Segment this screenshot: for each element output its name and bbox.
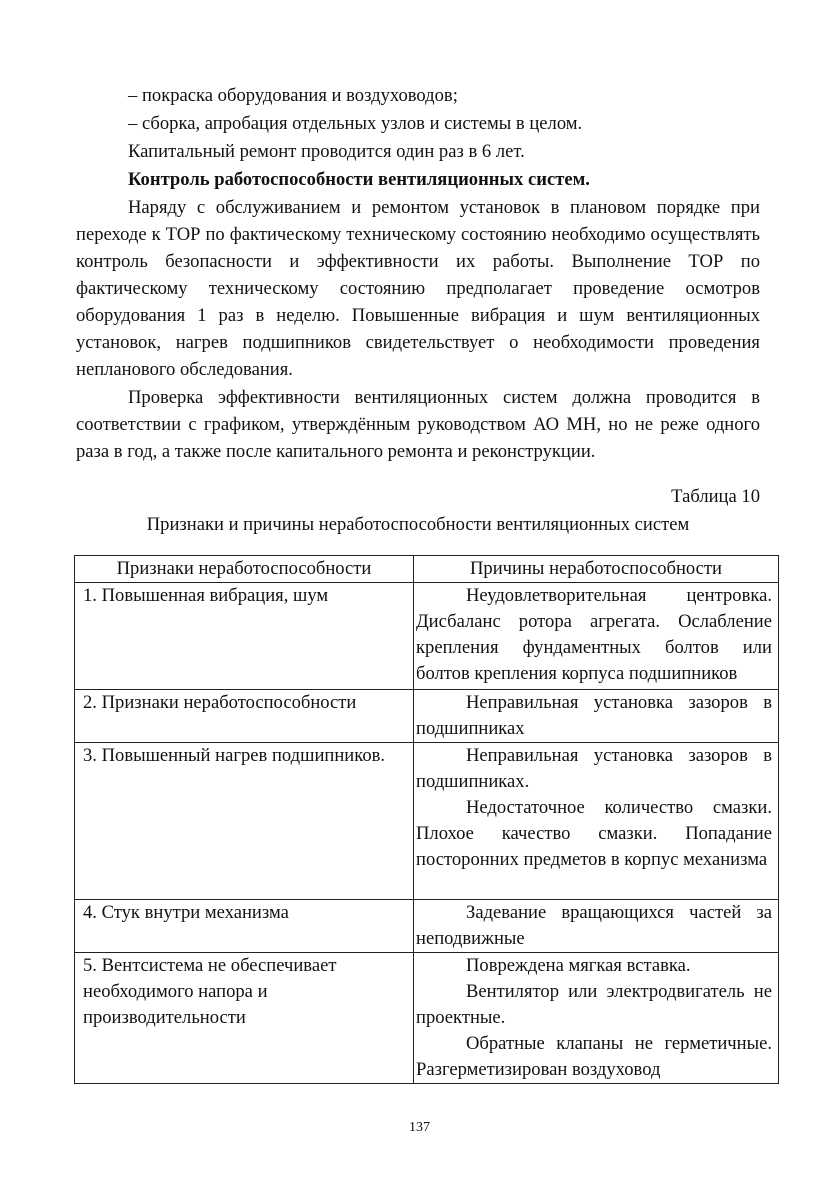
- table-row: [75, 690, 779, 743]
- list-item-painting: – покраска оборудования и воздуховодов;: [128, 85, 458, 106]
- cause-text: Вентилятор или электродвигатель не проектные.: [416, 981, 772, 1028]
- table-row: [75, 900, 779, 953]
- table-header-row: [75, 556, 779, 583]
- sign-cell: 5. Вентсистема не обеспечивает необходимого напора и производительности: [75, 953, 414, 1084]
- cause-text: Обратные клапаны не герметичные. Разгерметизирован воздуховод: [416, 1033, 772, 1080]
- list-item-assembly: – сборка, апробация отдельных узлов и системы в целом.: [128, 113, 583, 134]
- table-row: [75, 583, 779, 690]
- cause-cell: [414, 900, 779, 953]
- header-signs: Признаки неработоспособности: [75, 556, 414, 583]
- paragraph-monitoring: Наряду с обслуживанием и ремонтом установок в плановом порядке при переходе к ТОР по фактическому техническому состоянию необходимо осуществлять контроль безопасности и эффективности их работы. Выполнение ТОР по фактическому техническому состоянию предполагает проведение осмотров оборудования 1 раз в неделю. Повышенные вибрация и шум вентиляционных установок, нагрев подшипников свидетельствует о необходимости проведения непланового обследования.: [76, 197, 760, 380]
- malfunction-table: [74, 555, 779, 1084]
- table-number: Таблица 10: [671, 486, 760, 507]
- table-row: [75, 743, 779, 900]
- sign-cell: 3. Повышенный нагрев подшипников.: [75, 743, 414, 900]
- sign-cell: 2. Признаки неработоспособности: [75, 690, 414, 743]
- cause-cell: [414, 690, 779, 743]
- cause-cell: [414, 583, 779, 690]
- cause-text: Неправильная установка зазоров в подшипниках: [416, 692, 772, 739]
- capital-repair-text: Капитальный ремонт проводится один раз в 6 лет.: [128, 141, 525, 162]
- page-number: 137: [409, 1120, 430, 1135]
- header-causes: Причины неработоспособности: [414, 556, 779, 583]
- table-row: [75, 953, 779, 1084]
- paragraph-efficiency-check: Проверка эффективности вентиляционных систем должна проводится в соответствии с графиком, утверждённым руководством АО МН, но не реже одного раза в год, а также после капитального ремонта и реконструкции.: [76, 387, 760, 462]
- cause-text: Повреждена мягкая вставка.: [466, 955, 691, 976]
- table-title: Признаки и причины неработоспособности вентиляционных систем: [146, 514, 690, 535]
- section-heading: Контроль работоспособности вентиляционных систем.: [128, 169, 590, 190]
- sign-cell: 1. Повышенная вибрация, шум: [75, 583, 414, 690]
- cause-text: Неудовлетворительная центровка. Дисбаланс ротора агрегата. Ослабление крепления фундаментных болтов или болтов крепления корпуса подшипников: [416, 585, 772, 684]
- sign-cell: 4. Стук внутри механизма: [75, 900, 414, 953]
- cause-cell: [414, 743, 779, 900]
- cause-text: Неправильная установка зазоров в подшипниках.: [416, 745, 772, 792]
- cause-text: Недостаточное количество смазки. Плохое качество смазки. Попадание посторонних предметов в корпус механизма: [416, 797, 772, 870]
- cause-cell: [414, 953, 779, 1084]
- cause-text: Задевание вращающихся частей за неподвижные: [416, 902, 772, 949]
